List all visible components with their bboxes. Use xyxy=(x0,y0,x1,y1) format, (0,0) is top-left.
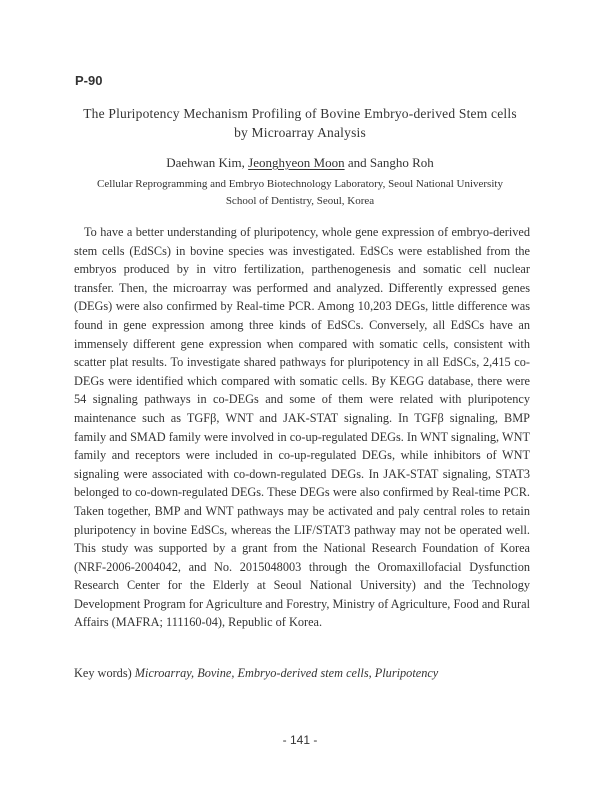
affiliation xyxy=(60,176,540,210)
page-number: - 141 - xyxy=(282,733,318,747)
author-list xyxy=(60,155,540,171)
abstract-body: To have a better understanding of pluripotency, whole gene expression of embryo-derived stem cells (EdSCs) in bovine species was investigated. EdSCs were established from the embryos produced by in vitro fertilization, parthenogenesis and somatic cell nuclear transfer. Then, the microarray was performed and analyzed. Differently expressed genes (DEGs) were also confirmed by Real-time PCR. Among 10,203 DEGs, little difference was found in gene expression among three kinds of EdSCs. Conversely, all EdSCs have an immensely different gene expression when compared with somatic cells, consistent with scatter plat results. To investigate shared pathways for pluripotency in all EdSCs, 2,415 co-DEGs were identified which compared with somatic cells. By KEGG database, there were 54 signaling pathways in co-DEGs and some of them were related with pluripotency maintenance such as TGFβ, WNT and JAK-STAT signaling. In TGFβ signaling, BMP family and SMAD family were involved in co-up-regulated DEGs. In WNT signaling, WNT family and receptors were included in co-up-regulated DEGs, while inhibitors of WNT signaling were associated with co-down-regulated DEGs. In JAK-STAT signaling, STAT3 belonged to co-down-regulated DEGs. These DEGs were also confirmed by Real-time PCR. Taken together, BMP and WNT pathways may be activated and paly central roles to retain pluripotency in bovine EdSCs, whereas the LIF/STAT3 pathway may not be operated well. This study was supported by a grant from the National Research Foundation of Korea (NRF-2006-2004042, and No. 2015048003 through the Oromaxillofacial Dysfunction Research Center for the Elderly at Seoul National University) and the Technology Development Program for Agriculture and Forestry, Ministry of Agriculture, Food and Rural Affairs (MAFRA; 111160-04), Republic of Korea. xyxy=(74,225,530,630)
title-line-2: by Microarray Analysis xyxy=(234,125,366,140)
presenting-author: Jeonghyeon Moon xyxy=(248,155,345,170)
paper-title xyxy=(60,104,540,142)
authors-after: and Sangho Roh xyxy=(344,155,434,170)
keywords-list: Microarray, Bovine, Embryo-derived stem cells, Pluripotency xyxy=(134,666,439,680)
affiliation-line-2: School of Dentistry, Seoul, Korea xyxy=(225,195,375,207)
poster-id: P-90 xyxy=(75,73,103,88)
affiliation-line-1: Cellular Reprogramming and Embryo Biotechnology Laboratory, Seoul National University xyxy=(97,178,503,190)
keywords xyxy=(74,666,534,681)
keywords-label: Key words) xyxy=(74,666,135,680)
title-line-1: The Pluripotency Mechanism Profiling of Bovine Embryo-derived Stem cells xyxy=(83,106,517,121)
authors-before: Daehwan Kim, xyxy=(166,155,249,170)
